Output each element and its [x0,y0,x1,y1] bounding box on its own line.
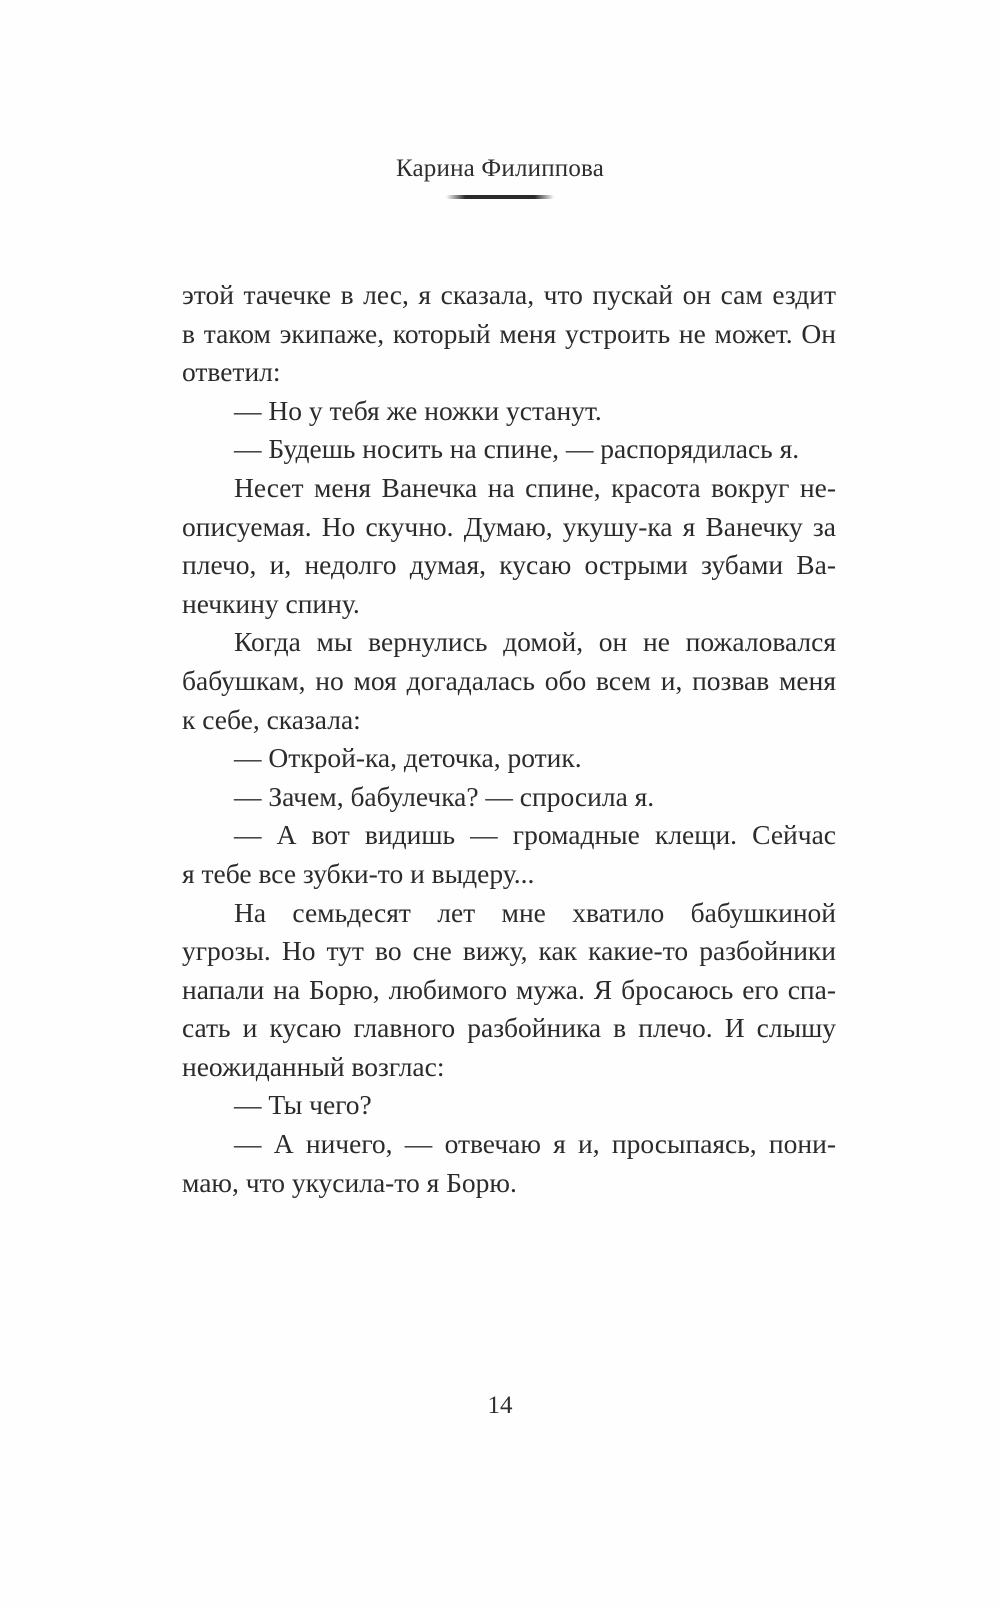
text-line: я тебе все зубки-то и выдеру... [182,857,535,889]
text-line: напали на Борю, любимого мужа. Я бросаюсь его спа- [182,973,836,1005]
text-line: ответил: [182,356,281,388]
text-line: к себе, сказала: [182,703,361,735]
text-line: угрозы. Но тут во сне вижу, как какие-то разбойники [182,935,836,967]
running-head-author: Карина Филиппова [395,155,605,182]
text-line: описуемая. Но скучно. Думаю, укушу-ка я Ванечку за [182,510,836,542]
text-line: — Открой-ка, деточка, ротик. [234,742,582,774]
text-line: бабушкам, но моя догадалась обо всем и, позвав меня [182,664,836,696]
body-text [182,276,836,1202]
running-head-rule [446,195,554,199]
text-line: неожиданный возглас: [182,1050,445,1082]
text-line: — Зачем, бабулечка? — спросила я. [234,780,655,812]
page-number: 14 [487,1392,513,1419]
text-line: Когда мы вернулись домой, он не пожаловался [234,626,836,658]
text-line: плечо, и, недолго думая, кусаю острыми зубами Ва- [182,549,836,581]
text-line: сать и кусаю главного разбойника в плечо. И слышу [182,1012,836,1044]
text-line: На семьдесят лет мне хватило бабушкиной [234,896,836,928]
text-line: маю, что укусила-то я Борю. [182,1166,517,1198]
text-line: — А вот видишь — громадные клещи. Сейчас [234,819,836,851]
text-line: — А ничего, — отвечаю я и, просыпаясь, пони- [234,1128,836,1160]
text-line: нечкину спину. [182,587,360,619]
text-line: Несет меня Ванечка на спине, красота вокруг не- [234,471,836,503]
text-line: в таком экипаже, который меня устроить не может. Он [182,317,836,349]
text-line: — Но у тебя же ножки устанут. [234,394,602,426]
text-line: — Ты чего? [234,1089,372,1121]
text-line: этой тачечке в лес, я сказала, что пускай он сам ездит [182,279,836,310]
text-line: — Будешь носить на спине, — распорядилась я. [234,433,800,465]
